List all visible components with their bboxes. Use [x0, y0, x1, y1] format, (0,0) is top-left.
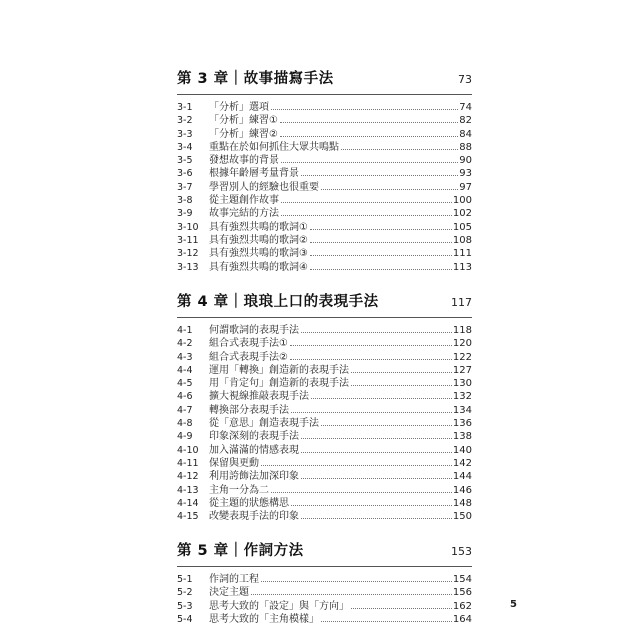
entry-title: 主角一分為二	[209, 484, 269, 496]
entry-title: 具有強烈共鳴的歌詞③	[209, 248, 308, 260]
dot-leader	[301, 518, 452, 519]
toc-entry	[177, 128, 472, 141]
dot-leader	[301, 175, 458, 176]
entry-title: 思考大致的「設定」與「方向」	[209, 600, 349, 612]
dot-leader	[271, 109, 458, 110]
entry-page-number: 84	[459, 128, 472, 140]
toc-entry	[177, 613, 472, 626]
entry-number: 3-7	[177, 181, 193, 193]
dot-leader	[351, 608, 452, 609]
entry-number: 4-9	[177, 431, 193, 443]
entry-number: 5-2	[177, 587, 193, 599]
dot-leader	[351, 385, 452, 386]
entry-page-number: 113	[452, 261, 472, 273]
entry-title: 重點在於如何抓住大眾共鳴點	[209, 141, 339, 153]
entry-page-number: 150	[452, 511, 472, 523]
entry-number: 3-10	[177, 221, 199, 233]
dot-leader	[310, 255, 452, 256]
dot-leader	[321, 189, 458, 190]
toc-entry	[177, 114, 472, 127]
entry-page-number: 97	[459, 181, 472, 193]
entry-page-number: 88	[459, 141, 472, 153]
entry-title: 根據年齡層考量背景	[209, 168, 299, 180]
entry-page-number: 74	[459, 102, 472, 113]
entry-list	[177, 324, 472, 523]
toc-entry	[177, 377, 472, 390]
entry-title: 故事完結的方法	[209, 208, 279, 220]
entry-number: 3-1	[177, 102, 193, 113]
dot-leader	[321, 621, 452, 622]
entry-page-number: 111	[452, 248, 472, 260]
toc-entry	[177, 497, 472, 510]
entry-title: 組合式表現手法①	[209, 338, 288, 350]
chapter-page-number: 117	[451, 296, 472, 309]
entry-title: 具有強烈共鳴的歌詞④	[209, 261, 308, 273]
entry-number: 4-10	[177, 444, 199, 456]
entry-number: 3-12	[177, 248, 199, 260]
entry-title: 從主題的狀態構思	[209, 497, 289, 509]
toc-entry	[177, 351, 472, 364]
toc-entry	[177, 390, 472, 403]
entry-number: 5-1	[177, 574, 193, 585]
entry-page-number: 156	[452, 587, 472, 599]
toc-entry	[177, 324, 472, 337]
chapter-page-number: 73	[458, 73, 472, 86]
entry-page-number: 134	[452, 404, 472, 416]
entry-title: 具有強烈共鳴的歌詞①	[209, 221, 308, 233]
entry-page-number: 93	[459, 168, 472, 180]
entry-number: 3-13	[177, 261, 199, 273]
entry-title: 「分析」選項	[209, 102, 269, 113]
entry-title: 利用誇飾法加深印象	[209, 471, 299, 483]
entry-page-number: 118	[452, 325, 472, 336]
entry-title: 從「意思」創造表現手法	[209, 418, 319, 430]
entry-number: 4-13	[177, 484, 199, 496]
entry-page-number: 102	[452, 208, 472, 220]
toc-entry	[177, 181, 472, 194]
entry-list	[177, 101, 472, 274]
entry-page-number: 146	[452, 484, 472, 496]
entry-title: 轉換部分表現手法	[209, 404, 289, 416]
dot-leader	[271, 492, 452, 493]
entry-title: 擴大視線推敲表現手法	[209, 391, 309, 403]
entry-page-number: 154	[452, 574, 472, 585]
chapter-page-number: 153	[451, 545, 472, 558]
entry-number: 4-12	[177, 471, 199, 483]
entry-number: 4-15	[177, 511, 199, 523]
page-folio: 5	[510, 599, 517, 610]
dot-leader	[310, 229, 452, 230]
entry-number: 4-4	[177, 364, 193, 376]
entry-title: 「分析」練習②	[209, 128, 278, 140]
chapter-title: 第 5 章｜作詞方法	[177, 543, 304, 559]
entry-page-number: 144	[452, 471, 472, 483]
toc-entry	[177, 154, 472, 167]
entry-number: 3-3	[177, 128, 193, 140]
chapter-4	[177, 290, 472, 523]
entry-title: 用「肯定句」創造新的表現手法	[209, 378, 349, 390]
toc-entry	[177, 470, 472, 483]
entry-title: 從主題創作故事	[209, 195, 279, 207]
toc-entry	[177, 221, 472, 234]
entry-page-number: 100	[452, 195, 472, 207]
entry-page-number: 120	[452, 338, 472, 350]
entry-page-number: 122	[452, 351, 472, 363]
toc-entry	[177, 586, 472, 599]
entry-title: 保留與更動	[209, 457, 259, 469]
dot-leader	[281, 202, 452, 203]
dot-leader	[301, 438, 452, 439]
toc-entry	[177, 337, 472, 350]
entry-number: 4-5	[177, 378, 193, 390]
entry-number: 4-2	[177, 338, 193, 350]
entry-number: 3-8	[177, 195, 193, 207]
entry-number: 4-1	[177, 325, 193, 336]
entry-title: 發想故事的背景	[209, 155, 279, 167]
entry-page-number: 162	[452, 600, 472, 612]
entry-number: 5-3	[177, 600, 193, 612]
entry-number: 3-2	[177, 115, 193, 127]
entry-page-number: 130	[452, 378, 472, 390]
entry-title: 加入滿滿的情感表現	[209, 444, 299, 456]
dot-leader	[310, 242, 452, 243]
entry-page-number: 105	[452, 221, 472, 233]
entry-number: 4-11	[177, 457, 199, 469]
toc-entry	[177, 444, 472, 457]
entry-number: 4-8	[177, 418, 193, 430]
entry-page-number: 138	[452, 431, 472, 443]
toc-entry	[177, 247, 472, 260]
entry-page-number: 136	[452, 418, 472, 430]
entry-page-number: 164	[452, 613, 472, 625]
toc-entry	[177, 417, 472, 430]
toc-entry	[177, 430, 472, 443]
entry-page-number: 127	[452, 364, 472, 376]
dot-leader	[261, 581, 452, 582]
dot-leader	[311, 398, 452, 399]
entry-list	[177, 573, 472, 626]
entry-title: 「分析」練習①	[209, 115, 278, 127]
dot-leader	[301, 478, 452, 479]
dot-leader	[281, 162, 458, 163]
dot-leader	[281, 215, 452, 216]
toc-entry	[177, 404, 472, 417]
toc-entry	[177, 194, 472, 207]
toc-entry	[177, 364, 472, 377]
chapter-3	[177, 67, 472, 274]
toc-entry	[177, 261, 472, 274]
dot-leader	[251, 594, 452, 595]
dot-leader	[301, 332, 452, 333]
chapter-title: 第 4 章｜琅琅上口的表現手法	[177, 294, 379, 310]
toc-entry	[177, 234, 472, 247]
entry-title: 改變表現手法的印象	[209, 511, 299, 523]
chapter-heading	[177, 539, 472, 567]
entry-page-number: 148	[452, 497, 472, 509]
entry-number: 4-3	[177, 351, 193, 363]
toc-entry	[177, 207, 472, 220]
entry-number: 3-4	[177, 141, 193, 153]
dot-leader	[290, 359, 452, 360]
chapter-title: 第 3 章｜故事描寫手法	[177, 71, 334, 87]
entry-title: 印象深刻的表現手法	[209, 431, 299, 443]
entry-page-number: 108	[452, 234, 472, 246]
toc-entry	[177, 510, 472, 523]
entry-number: 4-14	[177, 497, 199, 509]
entry-page-number: 142	[452, 457, 472, 469]
dot-leader	[310, 269, 452, 270]
dot-leader	[291, 505, 452, 506]
dot-leader	[290, 345, 452, 346]
chapter-heading	[177, 290, 472, 318]
entry-title: 具有強烈共鳴的歌詞②	[209, 234, 308, 246]
entry-number: 4-7	[177, 404, 193, 416]
entry-title: 何謂歌詞的表現手法	[209, 325, 299, 336]
entry-page-number: 140	[452, 444, 472, 456]
toc-entry	[177, 141, 472, 154]
dot-leader	[341, 149, 458, 150]
entry-number: 3-5	[177, 155, 193, 167]
toc-entry	[177, 457, 472, 470]
entry-page-number: 82	[459, 115, 472, 127]
dot-leader	[261, 465, 452, 466]
chapter-heading	[177, 67, 472, 95]
entry-title: 學習別人的經驗也很重要	[209, 181, 319, 193]
chapter-5	[177, 539, 472, 626]
entry-number: 4-6	[177, 391, 193, 403]
dot-leader	[280, 122, 458, 123]
dot-leader	[280, 136, 458, 137]
entry-title: 組合式表現手法②	[209, 351, 288, 363]
dot-leader	[301, 452, 452, 453]
entry-page-number: 132	[452, 391, 472, 403]
toc-entry	[177, 600, 472, 613]
entry-number: 3-11	[177, 234, 199, 246]
dot-leader	[321, 425, 452, 426]
dot-leader	[291, 412, 452, 413]
entry-number: 3-9	[177, 208, 193, 220]
dot-leader	[351, 372, 452, 373]
entry-number: 3-6	[177, 168, 193, 180]
toc-entry	[177, 101, 472, 114]
toc-entry	[177, 573, 472, 586]
entry-title: 運用「轉換」創造新的表現手法	[209, 364, 349, 376]
entry-title: 思考大致的「主角模樣」	[209, 613, 319, 625]
entry-page-number: 90	[459, 155, 472, 167]
toc-entry	[177, 484, 472, 497]
entry-title: 決定主題	[209, 587, 249, 599]
entry-title: 作詞的工程	[209, 574, 259, 585]
entry-number: 5-4	[177, 613, 193, 625]
toc-entry	[177, 167, 472, 180]
